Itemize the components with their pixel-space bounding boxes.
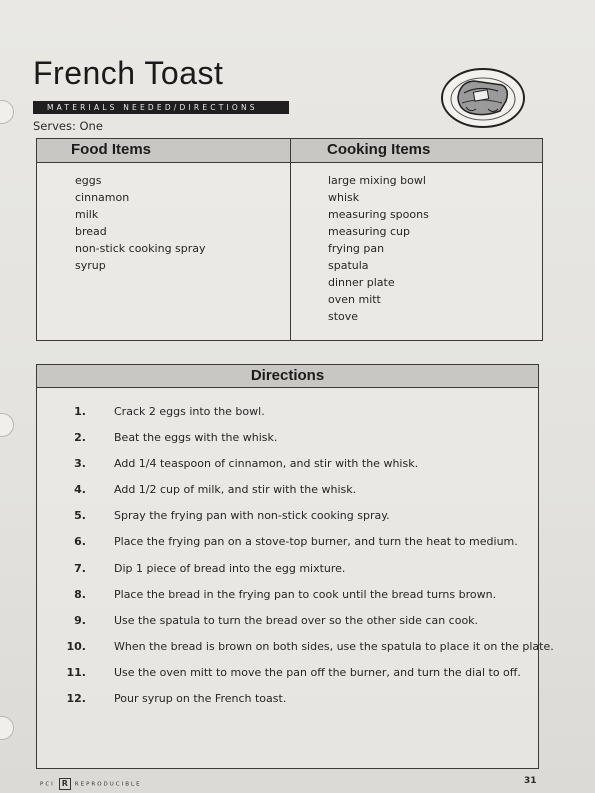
page-title: French Toast [33,55,224,91]
step-text: Place the bread in the frying pan to cook until the bread turns brown. [114,587,497,601]
serves-label: Serves: One [33,119,103,133]
step-number: 11. [66,665,86,679]
directions-table [36,364,554,769]
column-divider [290,139,291,340]
step-number: 3. [74,457,86,471]
direction-step [37,639,554,666]
direction-step [37,405,538,431]
publisher-suffix: REPRODUCIBLE [74,781,142,788]
directions-table-header [37,365,538,388]
direction-step [37,614,538,640]
list-item: measuring cup [328,225,410,238]
list-item: oven mitt [328,293,381,306]
directions-steps [37,405,554,718]
list-item: non-stick cooking spray [75,242,206,255]
step-number: 4. [74,483,86,497]
list-item: measuring spoons [328,208,429,221]
list-item: whisk [328,191,360,204]
step-number: 6. [74,535,86,549]
page-number: 31 [524,776,537,786]
list-item: stove [328,310,359,323]
step-text: Dip 1 piece of bread into the egg mixture. [114,561,346,575]
french-toast-plate-icon [440,67,526,129]
step-number: 9. [74,613,86,627]
list-item: spatula [328,259,369,272]
directions-heading: Directions [250,367,325,384]
registered-mark-icon: R [59,778,71,790]
list-item: eggs [75,174,102,187]
binder-hole [0,716,14,740]
list-item: large mixing bowl [328,174,426,187]
publisher-footer [40,778,142,790]
direction-step [37,588,538,614]
list-item: syrup [75,259,106,272]
direction-step [37,457,538,483]
direction-step [37,562,538,588]
list-item: bread [75,225,107,238]
step-number: 7. [74,561,86,575]
food-items-list [75,172,206,274]
list-item: cinnamon [75,191,130,204]
list-item: dinner plate [328,276,395,289]
food-items-heading: Food Items [71,141,152,158]
direction-step [37,509,538,535]
step-number: 2. [74,431,86,445]
step-number: 5. [74,509,86,523]
step-number: 8. [74,587,86,601]
step-text: Crack 2 eggs into the bowl. [114,405,265,418]
step-text: Add 1/4 teaspoon of cinnamon, and stir with the whisk. [114,457,419,471]
direction-step [37,431,538,457]
list-item: frying pan [328,242,385,255]
list-item: milk [75,208,99,221]
direction-step [37,666,538,692]
binder-hole [0,413,14,437]
step-text: Use the oven mitt to move the pan off the burner, and turn the dial to off. [114,665,521,679]
step-number: 10. [66,639,86,653]
binder-hole [0,100,14,124]
step-number: 1. [74,405,86,418]
step-text: Add 1/2 cup of milk, and stir with the whisk. [114,483,357,497]
cooking-items-list [328,172,429,325]
step-text: When the bread is brown on both sides, use the spatula to place it on the plate. [114,639,554,653]
step-text: Beat the eggs with the whisk. [114,431,278,445]
direction-step [37,692,538,718]
direction-step [37,483,538,509]
materials-table [36,138,543,341]
step-number: 12. [66,692,86,706]
step-text: Pour syrup on the French toast. [114,692,287,706]
step-text: Spray the frying pan with non-stick cooking spray. [114,509,390,523]
step-text: Place the frying pan on a stove-top burner, and turn the heat to medium. [114,535,518,549]
direction-step [37,535,538,561]
step-text: Use the spatula to turn the bread over so the other side can cook. [114,613,479,627]
publisher-prefix: PCI [40,781,55,788]
section-banner: MATERIALS NEEDED/DIRECTIONS [33,101,289,114]
cooking-items-heading: Cooking Items [327,141,431,158]
